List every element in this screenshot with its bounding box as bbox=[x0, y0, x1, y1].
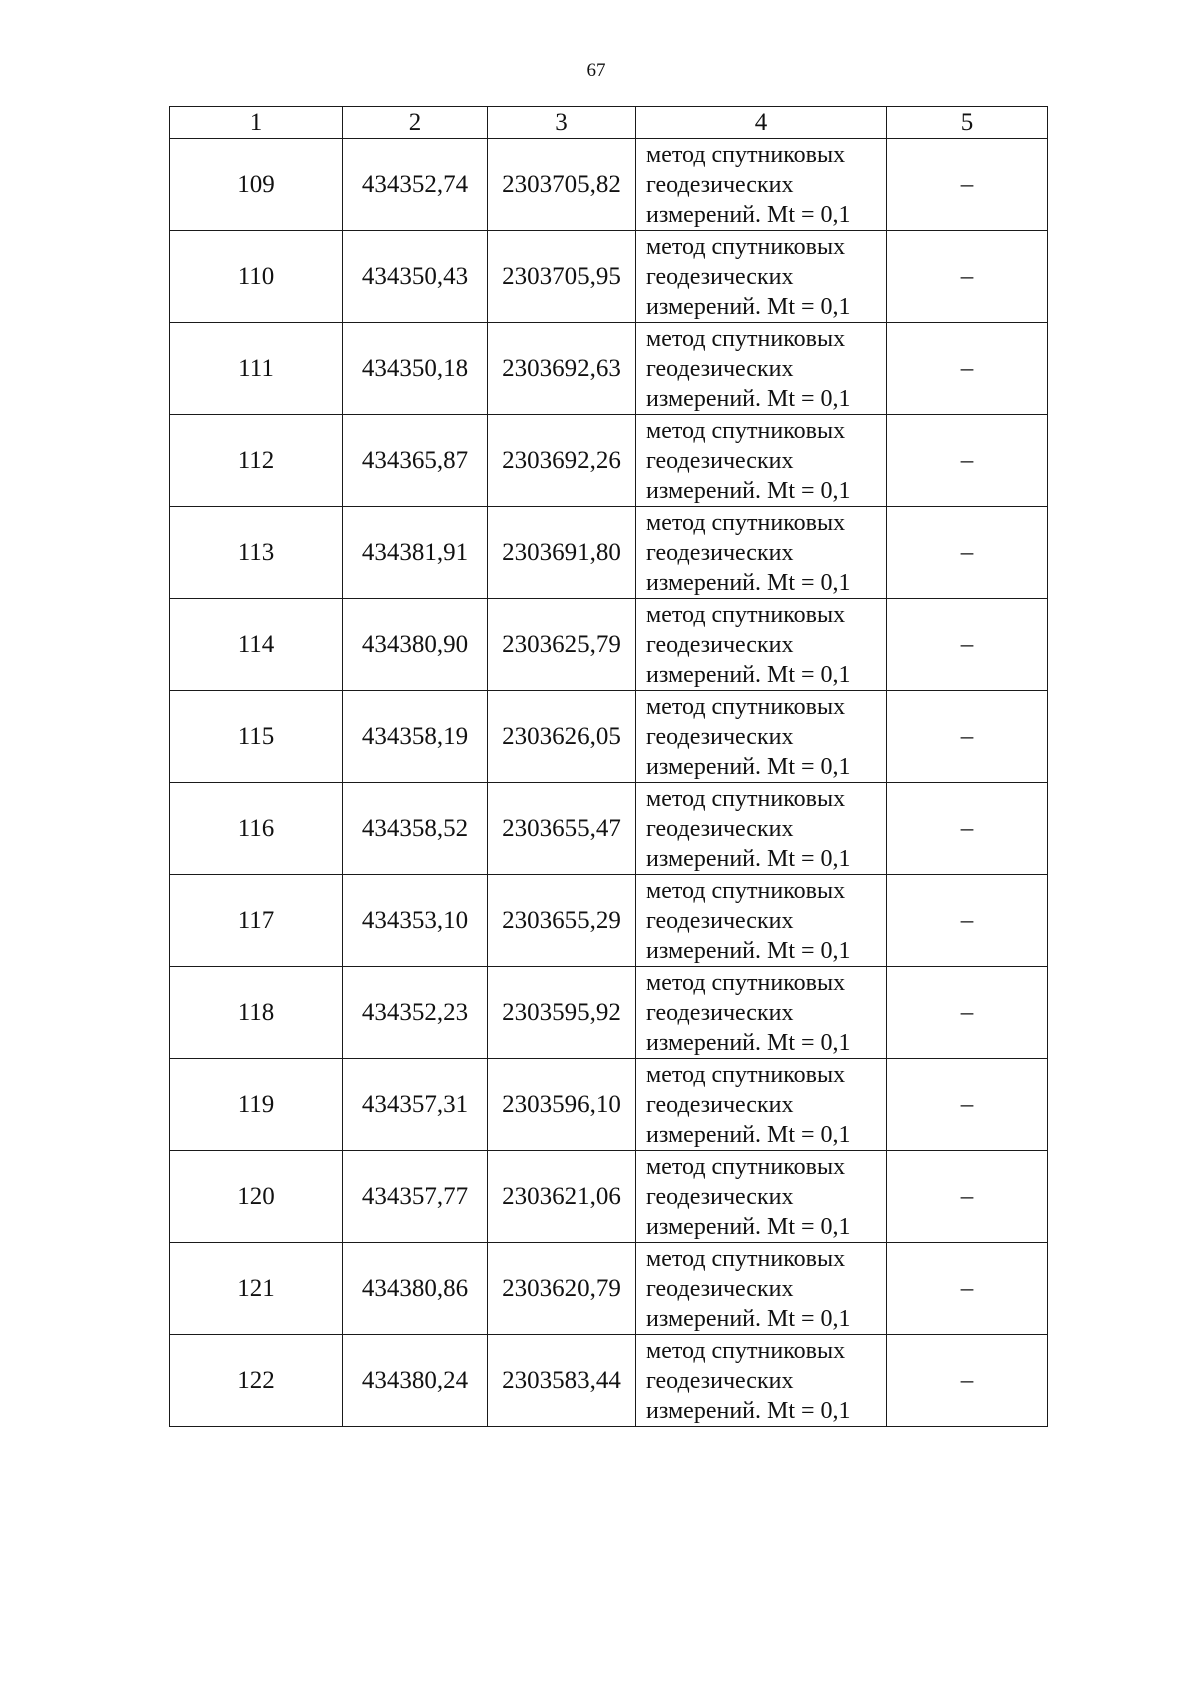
method-line: измерений. Mt = 0,1 bbox=[646, 845, 851, 872]
method-cell bbox=[636, 967, 887, 1059]
table-row bbox=[170, 691, 1048, 783]
header-cell-col-4: 4 bbox=[636, 107, 887, 139]
point-number-cell: 117 bbox=[170, 875, 343, 967]
method-line: геодезических bbox=[646, 1367, 794, 1394]
y-coordinate-cell: 2303595,92 bbox=[488, 967, 636, 1059]
method-line: метод спутниковых bbox=[646, 1153, 846, 1180]
table-row bbox=[170, 875, 1048, 967]
method-cell bbox=[636, 323, 887, 415]
point-number-cell: 118 bbox=[170, 967, 343, 1059]
note-cell: – bbox=[887, 691, 1048, 783]
method-cell bbox=[636, 1243, 887, 1335]
method-line: геодезических bbox=[646, 1275, 794, 1302]
point-number-cell: 109 bbox=[170, 139, 343, 231]
x-coordinate-cell: 434350,18 bbox=[343, 323, 488, 415]
method-cell bbox=[636, 783, 887, 875]
note-cell: – bbox=[887, 507, 1048, 599]
method-line: измерений. Mt = 0,1 bbox=[646, 1397, 851, 1424]
method-line: измерений. Mt = 0,1 bbox=[646, 937, 851, 964]
method-line: геодезических bbox=[646, 447, 794, 474]
method-line: измерений. Mt = 0,1 bbox=[646, 1121, 851, 1148]
y-coordinate-cell: 2303655,47 bbox=[488, 783, 636, 875]
x-coordinate-cell: 434365,87 bbox=[343, 415, 488, 507]
note-cell: – bbox=[887, 1151, 1048, 1243]
point-number-cell: 121 bbox=[170, 1243, 343, 1335]
x-coordinate-cell: 434358,19 bbox=[343, 691, 488, 783]
method-line: метод спутниковых bbox=[646, 785, 846, 812]
x-coordinate-cell: 434350,43 bbox=[343, 231, 488, 323]
y-coordinate-cell: 2303691,80 bbox=[488, 507, 636, 599]
page-number: 67 bbox=[586, 60, 606, 81]
y-coordinate-cell: 2303692,63 bbox=[488, 323, 636, 415]
y-coordinate-cell: 2303626,05 bbox=[488, 691, 636, 783]
table-row bbox=[170, 139, 1048, 231]
method-line: измерений. Mt = 0,1 bbox=[646, 661, 851, 688]
method-line: измерений. Mt = 0,1 bbox=[646, 385, 851, 412]
method-line: метод спутниковых bbox=[646, 693, 846, 720]
x-coordinate-cell: 434352,23 bbox=[343, 967, 488, 1059]
method-cell bbox=[636, 599, 887, 691]
x-coordinate-cell: 434357,77 bbox=[343, 1151, 488, 1243]
method-cell bbox=[636, 139, 887, 231]
method-cell bbox=[636, 507, 887, 599]
point-number-cell: 112 bbox=[170, 415, 343, 507]
point-number-cell: 111 bbox=[170, 323, 343, 415]
method-line: геодезических bbox=[646, 355, 794, 382]
note-cell: – bbox=[887, 1243, 1048, 1335]
method-line: метод спутниковых bbox=[646, 141, 846, 168]
point-number-cell: 116 bbox=[170, 783, 343, 875]
method-line: метод спутниковых bbox=[646, 417, 846, 444]
method-line: геодезических bbox=[646, 631, 794, 658]
method-line: измерений. Mt = 0,1 bbox=[646, 477, 851, 504]
method-line: метод спутниковых bbox=[646, 233, 846, 260]
y-coordinate-cell: 2303621,06 bbox=[488, 1151, 636, 1243]
header-cell-col-2: 2 bbox=[343, 107, 488, 139]
method-line: измерений. Mt = 0,1 bbox=[646, 753, 851, 780]
method-line: метод спутниковых bbox=[646, 601, 846, 628]
table-row bbox=[170, 783, 1048, 875]
method-line: измерений. Mt = 0,1 bbox=[646, 569, 851, 596]
point-number-cell: 114 bbox=[170, 599, 343, 691]
method-line: измерений. Mt = 0,1 bbox=[646, 293, 851, 320]
method-line: метод спутниковых bbox=[646, 1337, 846, 1364]
y-coordinate-cell: 2303625,79 bbox=[488, 599, 636, 691]
method-line: геодезических bbox=[646, 723, 794, 750]
method-cell bbox=[636, 1335, 887, 1427]
method-line: геодезических bbox=[646, 907, 794, 934]
x-coordinate-cell: 434352,74 bbox=[343, 139, 488, 231]
method-line: геодезических bbox=[646, 815, 794, 842]
point-number-cell: 120 bbox=[170, 1151, 343, 1243]
method-line: метод спутниковых bbox=[646, 509, 846, 536]
x-coordinate-cell: 434380,24 bbox=[343, 1335, 488, 1427]
header-cell-col-3: 3 bbox=[488, 107, 636, 139]
note-cell: – bbox=[887, 415, 1048, 507]
note-cell: – bbox=[887, 1335, 1048, 1427]
method-cell bbox=[636, 1059, 887, 1151]
method-line: геодезических bbox=[646, 171, 794, 198]
table-row bbox=[170, 231, 1048, 323]
method-cell bbox=[636, 415, 887, 507]
y-coordinate-cell: 2303583,44 bbox=[488, 1335, 636, 1427]
table-row bbox=[170, 1151, 1048, 1243]
method-line: геодезических bbox=[646, 539, 794, 566]
y-coordinate-cell: 2303596,10 bbox=[488, 1059, 636, 1151]
y-coordinate-cell: 2303705,82 bbox=[488, 139, 636, 231]
point-number-cell: 110 bbox=[170, 231, 343, 323]
method-line: геодезических bbox=[646, 263, 794, 290]
table-row bbox=[170, 507, 1048, 599]
method-cell bbox=[636, 691, 887, 783]
method-line: геодезических bbox=[646, 1183, 794, 1210]
method-line: метод спутниковых bbox=[646, 1245, 846, 1272]
method-line: геодезических bbox=[646, 1091, 794, 1118]
method-cell bbox=[636, 231, 887, 323]
x-coordinate-cell: 434381,91 bbox=[343, 507, 488, 599]
table-row bbox=[170, 1335, 1048, 1427]
x-coordinate-cell: 434353,10 bbox=[343, 875, 488, 967]
method-line: измерений. Mt = 0,1 bbox=[646, 1213, 851, 1240]
x-coordinate-cell: 434358,52 bbox=[343, 783, 488, 875]
y-coordinate-cell: 2303705,95 bbox=[488, 231, 636, 323]
method-line: геодезических bbox=[646, 999, 794, 1026]
point-number-cell: 113 bbox=[170, 507, 343, 599]
method-line: измерений. Mt = 0,1 bbox=[646, 1029, 851, 1056]
table-row bbox=[170, 967, 1048, 1059]
table-header-row bbox=[170, 107, 1048, 139]
header-cell-col-5: 5 bbox=[887, 107, 1048, 139]
y-coordinate-cell: 2303655,29 bbox=[488, 875, 636, 967]
point-number-cell: 122 bbox=[170, 1335, 343, 1427]
point-number-cell: 115 bbox=[170, 691, 343, 783]
method-line: измерений. Mt = 0,1 bbox=[646, 201, 851, 228]
table-row bbox=[170, 1243, 1048, 1335]
method-line: метод спутниковых bbox=[646, 969, 846, 996]
note-cell: – bbox=[887, 231, 1048, 323]
coordinates-table bbox=[169, 106, 1048, 1427]
x-coordinate-cell: 434380,90 bbox=[343, 599, 488, 691]
table-row bbox=[170, 323, 1048, 415]
note-cell: – bbox=[887, 783, 1048, 875]
table-body bbox=[170, 107, 1048, 1427]
x-coordinate-cell: 434357,31 bbox=[343, 1059, 488, 1151]
y-coordinate-cell: 2303620,79 bbox=[488, 1243, 636, 1335]
table-row bbox=[170, 599, 1048, 691]
note-cell: – bbox=[887, 139, 1048, 231]
method-cell bbox=[636, 875, 887, 967]
method-line: измерений. Mt = 0,1 bbox=[646, 1305, 851, 1332]
table-row bbox=[170, 1059, 1048, 1151]
header-cell-col-1: 1 bbox=[170, 107, 343, 139]
method-cell bbox=[636, 1151, 887, 1243]
note-cell: – bbox=[887, 323, 1048, 415]
method-line: метод спутниковых bbox=[646, 325, 846, 352]
note-cell: – bbox=[887, 1059, 1048, 1151]
note-cell: – bbox=[887, 599, 1048, 691]
x-coordinate-cell: 434380,86 bbox=[343, 1243, 488, 1335]
method-line: метод спутниковых bbox=[646, 1061, 846, 1088]
note-cell: – bbox=[887, 967, 1048, 1059]
method-line: метод спутниковых bbox=[646, 877, 846, 904]
y-coordinate-cell: 2303692,26 bbox=[488, 415, 636, 507]
note-cell: – bbox=[887, 875, 1048, 967]
point-number-cell: 119 bbox=[170, 1059, 343, 1151]
table-row bbox=[170, 415, 1048, 507]
